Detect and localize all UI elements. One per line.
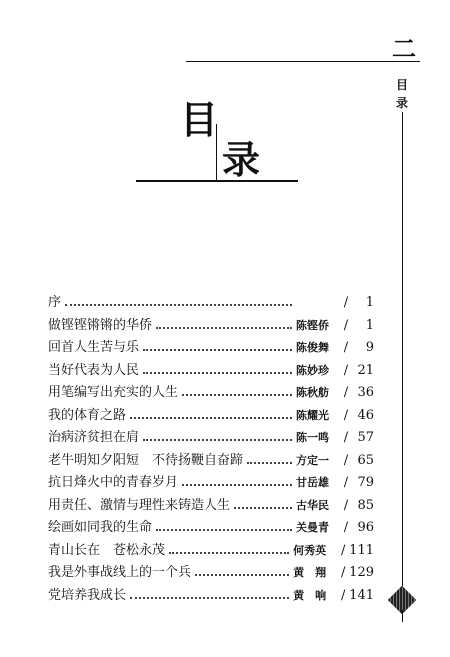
toc-entry-page: 111 (349, 542, 374, 558)
toc-separator: / (340, 565, 346, 580)
toc-entry-page: 141 (349, 587, 374, 603)
toc-entry-author: 甘岳雄 (296, 476, 329, 489)
toc-entry-title: 用笔编写出充实的人生 (48, 385, 179, 400)
toc-leader-dots (234, 507, 292, 509)
toc-entry-page: 1 (365, 295, 374, 310)
toc-entry-page: 96 (357, 520, 374, 535)
heading-underline (136, 180, 298, 182)
toc-entry-title: 我的体育之路 (48, 407, 127, 423)
toc-entry (48, 427, 374, 450)
toc-entry (48, 292, 374, 315)
toc-entry-author: 方定一 (296, 453, 329, 467)
toc-entry-page: 46 (357, 407, 374, 423)
toc-leader-dots (156, 529, 292, 531)
toc-entry-title: 序 (48, 295, 62, 310)
toc-entry (48, 315, 374, 338)
toc-entry-title: 老牛明知夕阳短 不待扬鞭自奋蹄 (48, 452, 244, 468)
heading-char-2: 录 (222, 138, 261, 182)
toc-entry-title: 当好代表为人民 (48, 362, 140, 378)
toc-separator: / (343, 475, 349, 490)
toc-entry-title: 抗日烽火中的青春岁月 (48, 475, 179, 490)
toc-entry-author: 陈一鸣 (296, 431, 329, 444)
toc-entry-author: 关曼青 (296, 521, 329, 534)
toc-entry-title: 我是外事战线上的一个兵 (48, 565, 192, 580)
toc-leader-dots (182, 394, 292, 396)
toc-entry-page: 65 (357, 452, 374, 468)
toc-entry-author: 陈妙珍 (296, 363, 329, 377)
toc-entry (48, 495, 374, 518)
toc-leader-dots (143, 372, 292, 374)
toc-separator: / (340, 587, 346, 603)
side-title-char: 目 (395, 78, 408, 92)
toc-separator: / (343, 340, 349, 355)
toc-entry-title: 绘画如同我的生命 (48, 520, 153, 535)
ornament-stem (402, 610, 403, 622)
toc-entry (48, 517, 374, 540)
toc-separator: / (343, 497, 349, 513)
toc-leader-dots (143, 349, 292, 351)
toc-entry-title: 治病济贫担在肩 (48, 430, 140, 445)
toc-separator: / (343, 295, 349, 310)
toc-entry (48, 562, 374, 585)
toc-entry-author: 陈耀光 (296, 408, 329, 422)
toc-entry (48, 337, 374, 360)
toc-leader-dots (182, 484, 292, 486)
toc-entry-page: 21 (357, 362, 374, 378)
toc-separator: / (343, 317, 349, 333)
toc-entry-page: 57 (357, 430, 374, 445)
toc-entry (48, 405, 374, 428)
toc-entry (48, 585, 374, 608)
toc-entry-title: 回首人生苦与乐 (48, 340, 140, 355)
toc-separator: / (343, 430, 349, 445)
toc-entry-title: 党培养我成长 (48, 587, 127, 603)
heading-char-1: 目 (180, 98, 219, 142)
toc-leader-dots (65, 304, 292, 306)
toc-entry-title: 用责任、激情与理性来铸造人生 (48, 497, 231, 513)
toc-leader-dots (247, 462, 292, 464)
toc-separator: / (343, 452, 349, 468)
toc-leader-dots (143, 439, 292, 441)
page-number: 二 (392, 34, 416, 63)
toc-entry-author: 陈俊舞 (296, 341, 329, 354)
toc-entry-author: 陈铿侨 (296, 318, 329, 332)
heading-divider-vertical (216, 124, 217, 180)
toc-entry (48, 450, 374, 473)
toc-leader-dots (195, 574, 289, 576)
toc-separator: / (343, 407, 349, 423)
toc-separator: / (343, 385, 349, 400)
side-title (390, 76, 414, 112)
margin-rule (402, 110, 403, 598)
toc-leader-dots (156, 327, 292, 329)
table-of-contents (48, 292, 374, 607)
toc-entry (48, 382, 374, 405)
toc-separator: / (343, 362, 349, 378)
toc-entry-author: 黄 响 (293, 588, 327, 602)
toc-entry-page: 85 (357, 497, 374, 513)
toc-separator: / (340, 542, 346, 558)
side-title-char: 录 (395, 96, 408, 110)
toc-leader-dots (130, 597, 289, 599)
toc-entry (48, 540, 374, 563)
toc-entry-page: 9 (365, 340, 374, 355)
toc-entry-title: 做铿铿锵锵的华侨 (48, 317, 153, 333)
toc-entry-page: 1 (365, 317, 374, 333)
toc-entry (48, 472, 374, 495)
toc-entry-page: 129 (349, 565, 374, 580)
toc-entry-author: 何秀英 (293, 543, 327, 557)
toc-entry-author: 古华民 (296, 498, 329, 512)
toc-entry-title: 青山长在 苍松永茂 (48, 542, 166, 558)
header-rule (186, 61, 420, 62)
toc-entry-page: 79 (357, 475, 374, 490)
toc-entry-page: 36 (357, 385, 374, 400)
toc-leader-dots (169, 552, 289, 554)
toc-leader-dots (130, 417, 292, 419)
toc-separator: / (343, 520, 349, 535)
toc-entry-author: 黄 翔 (293, 566, 327, 579)
toc-entry-author: 陈秋舫 (296, 386, 329, 399)
toc-entry (48, 360, 374, 383)
